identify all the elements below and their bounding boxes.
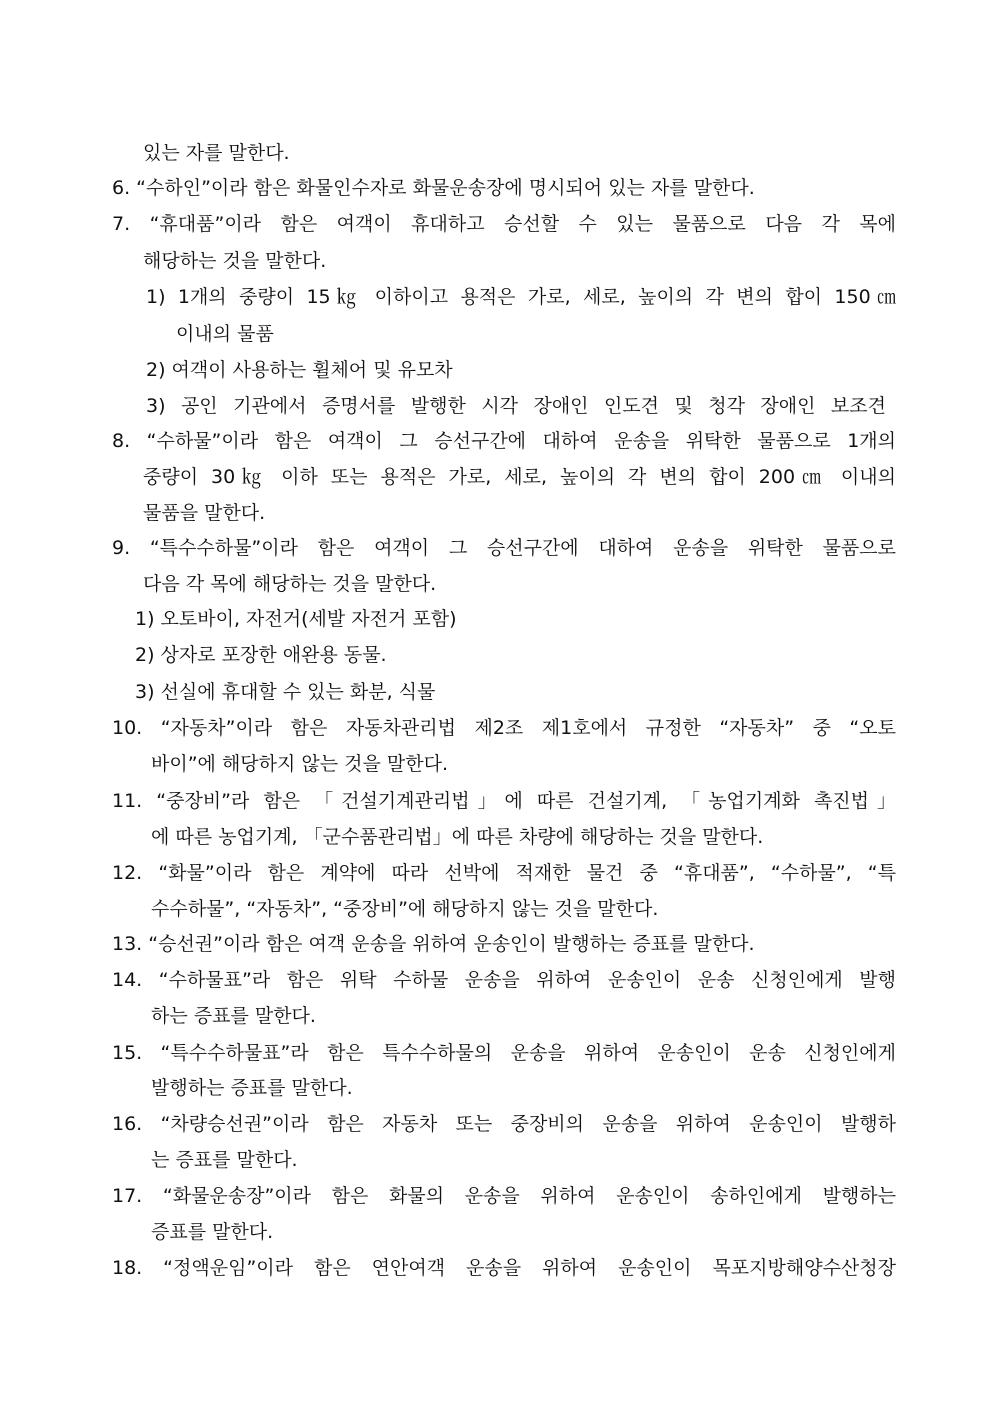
text-line: 하는 증표를 말한다.: [151, 1005, 316, 1027]
text-line: 물품을 말한다.: [143, 502, 266, 524]
text-line: 증표를 말한다.: [151, 1221, 274, 1243]
text-line: 13. “승선권”이라 함은 여객 운송을 위하여 운송인이 발행하는 증표를 말한다.: [112, 933, 755, 955]
text-line: 바이”에 해당하지 않는 것을 말한다.: [151, 753, 448, 775]
text-line: 3) 공인 기관에서 증명서를 발행한 시각 장애인 인도견 및 청각 장애인 보조견: [146, 395, 886, 417]
text-line: 수수하물”, “자동차”, “중장비”에 해당하지 않는 것을 말한다.: [151, 898, 659, 920]
text-line: 11. “중장비”라 함은 「건설기계관리법」에 따른 건설기계, 「농업기계화 촉진법」: [112, 790, 896, 812]
text-line: 2) 여객이 사용하는 휠체어 및 유모차: [146, 359, 453, 381]
text-line: 18. “정액운임”이라 함은 연안여객 운송을 위하여 운송인이 목포지방해양수산청장: [112, 1257, 896, 1279]
text-line: 다음 각 목에 해당하는 것을 말한다.: [143, 573, 437, 595]
text-line: 16. “차량승선권”이라 함은 자동차 또는 중장비의 운송을 위하여 운송인이 발행하: [112, 1113, 896, 1135]
text-line: 9. “특수수하물”이라 함은 여객이 그 승선구간에 대하여 운송을 위탁한 물품으로: [112, 537, 896, 559]
text-line: 에 따른 농업기계, 「군수품관리법」에 따른 차량에 해당하는 것을 말한다.: [151, 826, 764, 848]
text-line: 발행하는 증표를 말한다.: [151, 1077, 353, 1099]
text-line: 14. “수하물표”라 함은 위탁 수하물 운송을 위하여 운송인이 운송 신청인에게 발행: [112, 969, 896, 991]
text-line: 7. “휴대품”이라 함은 여객이 휴대하고 승선할 수 있는 물품으로 다음 각 목에: [112, 213, 896, 235]
text-line: 중량이 30㎏ 이하 또는 용적은 가로, 세로, 높이의 각 변의 합이 200㎝ 이내의: [143, 466, 896, 488]
text-line: 17. “화물운송장”이라 함은 화물의 운송을 위하여 운송인이 송하인에게 발행하는: [112, 1185, 896, 1207]
text-line: 6. “수하인”이라 함은 화물인수자로 화물운송장에 명시되어 있는 자를 말한다.: [112, 177, 755, 199]
text-line: 10. “자동차”이라 함은 자동차관리법 제2조 제1호에서 규정한 “자동차” 중 “오토: [112, 717, 896, 739]
text-line: 해당하는 것을 말한다.: [143, 250, 327, 272]
text-line: 2) 상자로 포장한 애완용 동물.: [135, 644, 387, 666]
text-line: 1) 1개의 중량이 15㎏ 이하이고 용적은 가로, 세로, 높이의 각 변의 합이 150㎝: [146, 286, 896, 308]
text-line: 12. “화물”이라 함은 계약에 따라 선박에 적재한 물건 중 “휴대품”, “수하물”, “특: [112, 862, 896, 884]
text-line: 이내의 물품: [176, 323, 274, 345]
text-line: 는 증표를 말한다.: [151, 1149, 298, 1171]
text-line: 3) 선실에 휴대할 수 있는 화분, 식물: [135, 681, 436, 703]
text-line: 1) 오토바이, 자전거(세발 자전거 포함): [135, 608, 457, 630]
text-line: 있는 자를 말한다.: [143, 142, 290, 164]
text-line: 8. “수하물”이라 함은 여객이 그 승선구간에 대하여 운송을 위탁한 물품으로 1개의: [112, 430, 896, 452]
text-line: 15. “특수수하물표”라 함은 특수수하물의 운송을 위하여 운송인이 운송 신청인에게: [112, 1042, 896, 1064]
